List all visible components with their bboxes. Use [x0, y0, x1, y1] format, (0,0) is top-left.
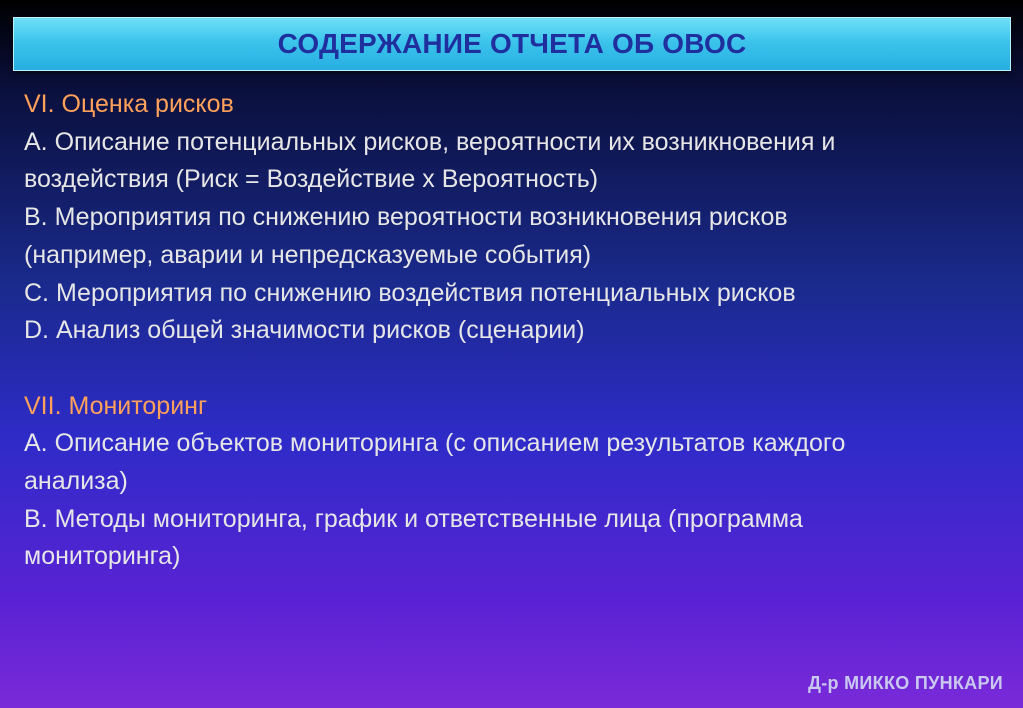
- section-heading-risk-assessment: VI. Оценка рисков: [24, 90, 234, 118]
- section-line: воздействия (Риск = Воздействие х Вероятность): [24, 165, 599, 194]
- section-line: (например, аварии и непредсказуемые события): [24, 240, 592, 269]
- section-line: C. Мероприятия по снижению воздействия потенциальных рисков: [24, 278, 796, 307]
- section-line: A. Описание потенциальных рисков, вероятности их возникновения и: [24, 127, 836, 156]
- section-line: A. Описание объектов мониторинга (с описанием результатов каждого: [24, 429, 846, 458]
- section-line: B. Мероприятия по снижению вероятности возникновения рисков: [24, 203, 788, 232]
- author-credit: Д-р МИККО ПУНКАРИ: [808, 673, 1003, 693]
- section-line: B. Методы мониторинга, график и ответственные лица (программа: [24, 504, 803, 533]
- slide-title-bar: [13, 17, 1011, 71]
- section-heading-monitoring: VII. Мониторинг: [24, 391, 208, 420]
- slide-content: [24, 86, 1004, 576]
- section-line: D. Анализ общей значимости рисков (сценарии): [24, 316, 585, 345]
- section-line: мониторинга): [24, 542, 181, 571]
- section-spacer: [24, 350, 1004, 388]
- section-line: анализа): [24, 467, 128, 496]
- slide-title: СОДЕРЖАНИЕ ОТЧЕТА ОБ ОВОС: [277, 28, 747, 59]
